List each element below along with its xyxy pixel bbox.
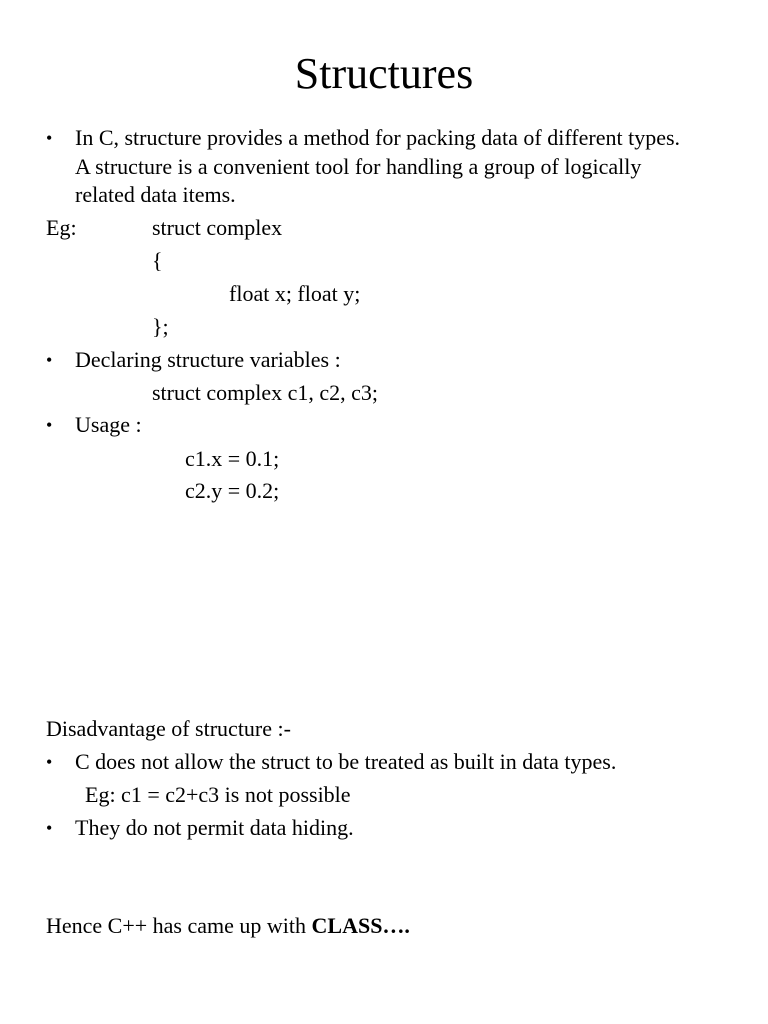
conclusion-emphasis: CLASS…. [311,913,410,938]
code-struct-members: float x; float y; [229,281,361,306]
usage-label: Usage : [75,412,142,437]
bullet-icon: • [46,415,53,435]
bullet-icon: • [46,128,53,148]
code-declaration: struct complex c1, c2, c3; [152,380,379,405]
intro-line-1: In C, structure provides a method for packing data of different types. [75,125,681,150]
code-open-brace: { [152,248,163,273]
bullet-icon: • [46,818,53,838]
disadvantage-item-2: They do not permit data hiding. [75,815,354,840]
disadvantage-item-1: C does not allow the struct to be treated as built in data types. [75,749,617,774]
disadvantage-heading: Disadvantage of structure :- [46,716,291,741]
code-usage-2: c2.y = 0.2; [185,478,280,503]
code-close-brace: }; [152,314,169,339]
conclusion [46,912,410,940]
disadvantage-example: Eg: c1 = c2+c3 is not possible [85,782,351,807]
declaring-label: Declaring structure variables : [75,347,341,372]
code-usage-1: c1.x = 0.1; [185,446,280,471]
intro-line-2: A structure is a convenient tool for handling a group of logically [75,154,642,179]
example-label: Eg: [46,215,77,240]
code-struct-decl: struct complex [152,215,283,240]
conclusion-text: Hence C++ has came up with [46,913,312,938]
intro-line-3: related data items. [75,182,236,207]
slide-title: Structures [294,49,474,98]
bullet-icon: • [46,350,53,370]
bullet-icon: • [46,752,53,772]
